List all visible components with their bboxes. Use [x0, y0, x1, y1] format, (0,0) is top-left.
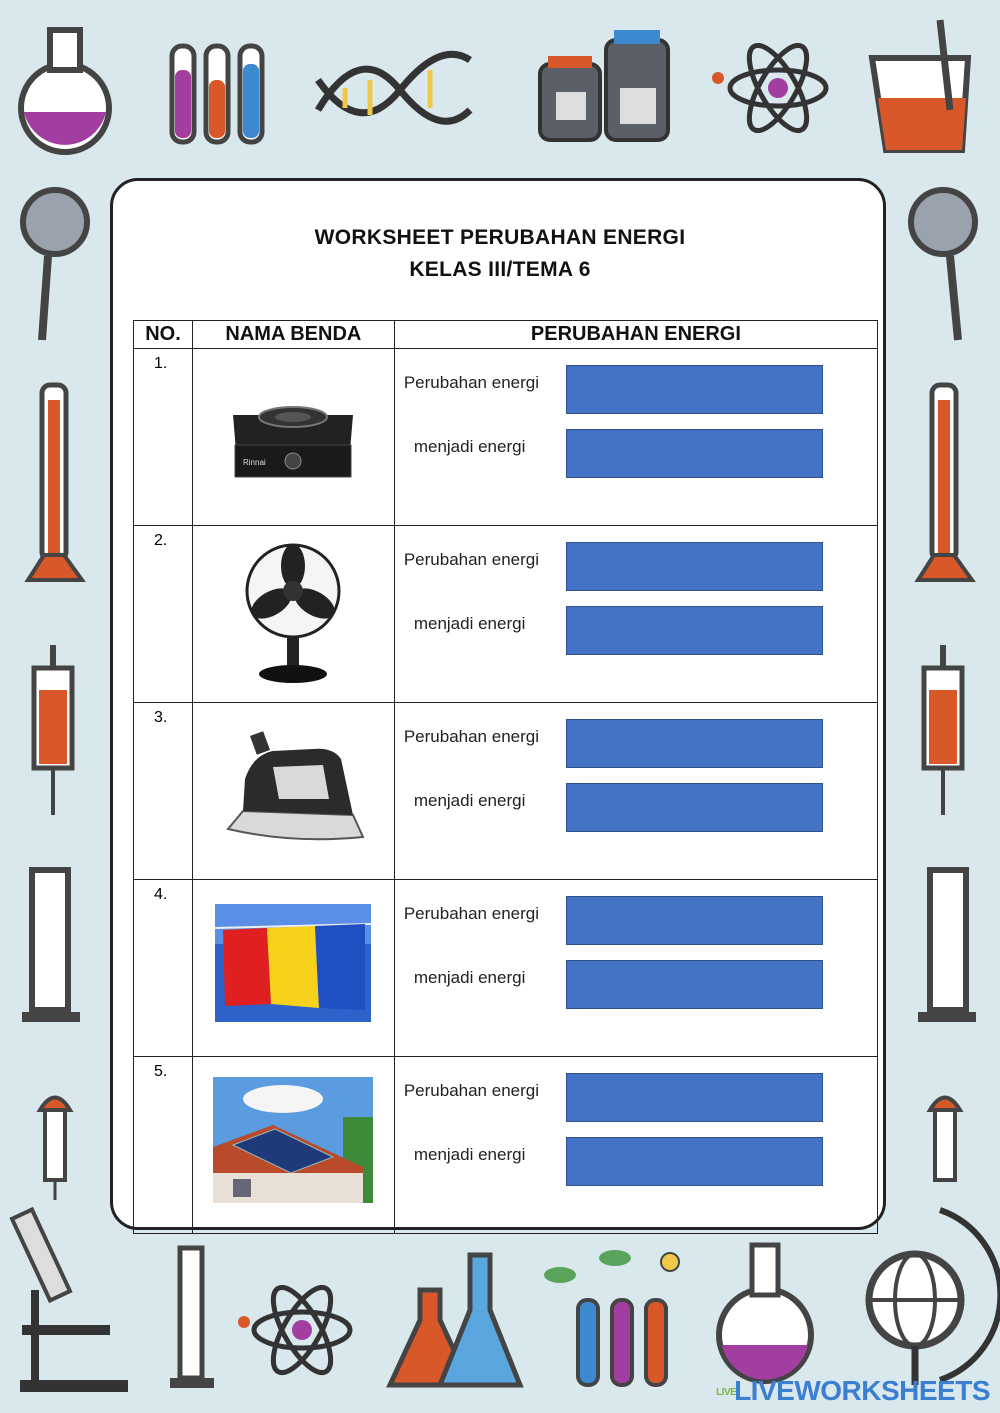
- dna-icon: [318, 54, 470, 121]
- table-row: [134, 349, 878, 526]
- object-cell: [192, 349, 394, 526]
- class-theme: KELAS III/TEMA 6: [409, 258, 591, 281]
- answer-box-to[interactable]: [566, 783, 823, 832]
- label-energy-from: Perubahan energi: [403, 904, 539, 923]
- electric-fan-image: [233, 536, 353, 686]
- table-row: [134, 703, 878, 880]
- atom-icon: [712, 37, 826, 138]
- solar-panel-house-image: [213, 1077, 373, 1203]
- worksheet-title: WORKSHEET PERUBAHAN ENERGI: [314, 226, 686, 249]
- header-energy-change: PERUBAHAN ENERGI: [394, 321, 877, 349]
- cylinder-icon-right: [918, 870, 976, 1022]
- stove-brand: Rinnai: [243, 458, 267, 467]
- row-number: 5.: [134, 1057, 193, 1234]
- energy-change-cell: [394, 703, 877, 880]
- label-energy-from: Perubahan energi: [403, 727, 539, 746]
- header-no: NO.: [134, 321, 193, 349]
- energy-change-cell: [394, 526, 877, 703]
- object-cell: [192, 1057, 394, 1234]
- object-cell: [192, 703, 394, 880]
- liveworksheets-logo[interactable]: [716, 1375, 990, 1407]
- label-energy-to: menjadi energi: [413, 1145, 526, 1164]
- round-flask-icon: [21, 30, 109, 152]
- gas-stove-image: [213, 375, 373, 495]
- electric-iron-image: [213, 719, 373, 849]
- label-energy-to: menjadi energi: [413, 437, 526, 456]
- erlenmeyer-flasks-icon: [390, 1255, 520, 1385]
- tall-cylinder-icon: [170, 1248, 214, 1388]
- logo-text: LIVEWORKSHEETS: [734, 1375, 990, 1406]
- jars-icon: [540, 30, 668, 140]
- worksheet-table: [133, 320, 878, 1234]
- answer-box-from[interactable]: [566, 1073, 823, 1122]
- beaker-icon: [872, 20, 968, 150]
- table-header-row: [134, 321, 878, 349]
- thermometer-icon-left: [28, 385, 82, 580]
- microscope-icon: [12, 1210, 128, 1392]
- cylinder-icon-left: [22, 870, 80, 1022]
- answer-box-from[interactable]: [566, 896, 823, 945]
- label-energy-to: menjadi energi: [413, 614, 526, 633]
- globe-icon: [869, 1210, 1000, 1385]
- label-energy-from: Perubahan energi: [403, 1081, 539, 1100]
- label-energy-from: Perubahan energi: [403, 373, 539, 392]
- answer-box-to[interactable]: [566, 1137, 823, 1186]
- table-row: [134, 880, 878, 1057]
- energy-change-cell: [394, 880, 877, 1057]
- table-row: [134, 1057, 878, 1234]
- label-energy-to: menjadi energi: [413, 968, 526, 987]
- object-cell: [192, 880, 394, 1057]
- row-number: 4.: [134, 880, 193, 1057]
- table-row: [134, 526, 878, 703]
- answer-box-from[interactable]: [566, 365, 823, 414]
- logo-prefix: LIVE: [716, 1387, 737, 1399]
- answer-box-to[interactable]: [566, 429, 823, 478]
- row-number: 2.: [134, 526, 193, 703]
- distilling-flask-icon: [719, 1245, 811, 1381]
- answer-box-to[interactable]: [566, 606, 823, 655]
- row-number: 1.: [134, 349, 193, 526]
- thermometer-icon-right: [918, 385, 972, 580]
- object-cell: [192, 526, 394, 703]
- energy-change-cell: [394, 1057, 877, 1234]
- test-tubes-icon: [172, 46, 262, 142]
- energy-change-cell: [394, 349, 877, 526]
- atom-icon-bottom: [238, 1279, 350, 1380]
- label-energy-to: menjadi energi: [413, 791, 526, 810]
- answer-box-from[interactable]: [566, 719, 823, 768]
- header-object-name: NAMA BENDA: [192, 321, 394, 349]
- sprouting-tubes-icon: [544, 1250, 679, 1385]
- answer-box-to[interactable]: [566, 960, 823, 1009]
- answer-box-from[interactable]: [566, 542, 823, 591]
- dropper-icon-right: [930, 1098, 960, 1181]
- clothes-drying-image: [215, 904, 371, 1022]
- syringe-icon-left: [34, 645, 72, 815]
- row-number: 3.: [134, 703, 193, 880]
- label-energy-from: Perubahan energi: [403, 550, 539, 569]
- syringe-icon-right: [924, 645, 962, 815]
- dropper-icon-left: [40, 1098, 70, 1201]
